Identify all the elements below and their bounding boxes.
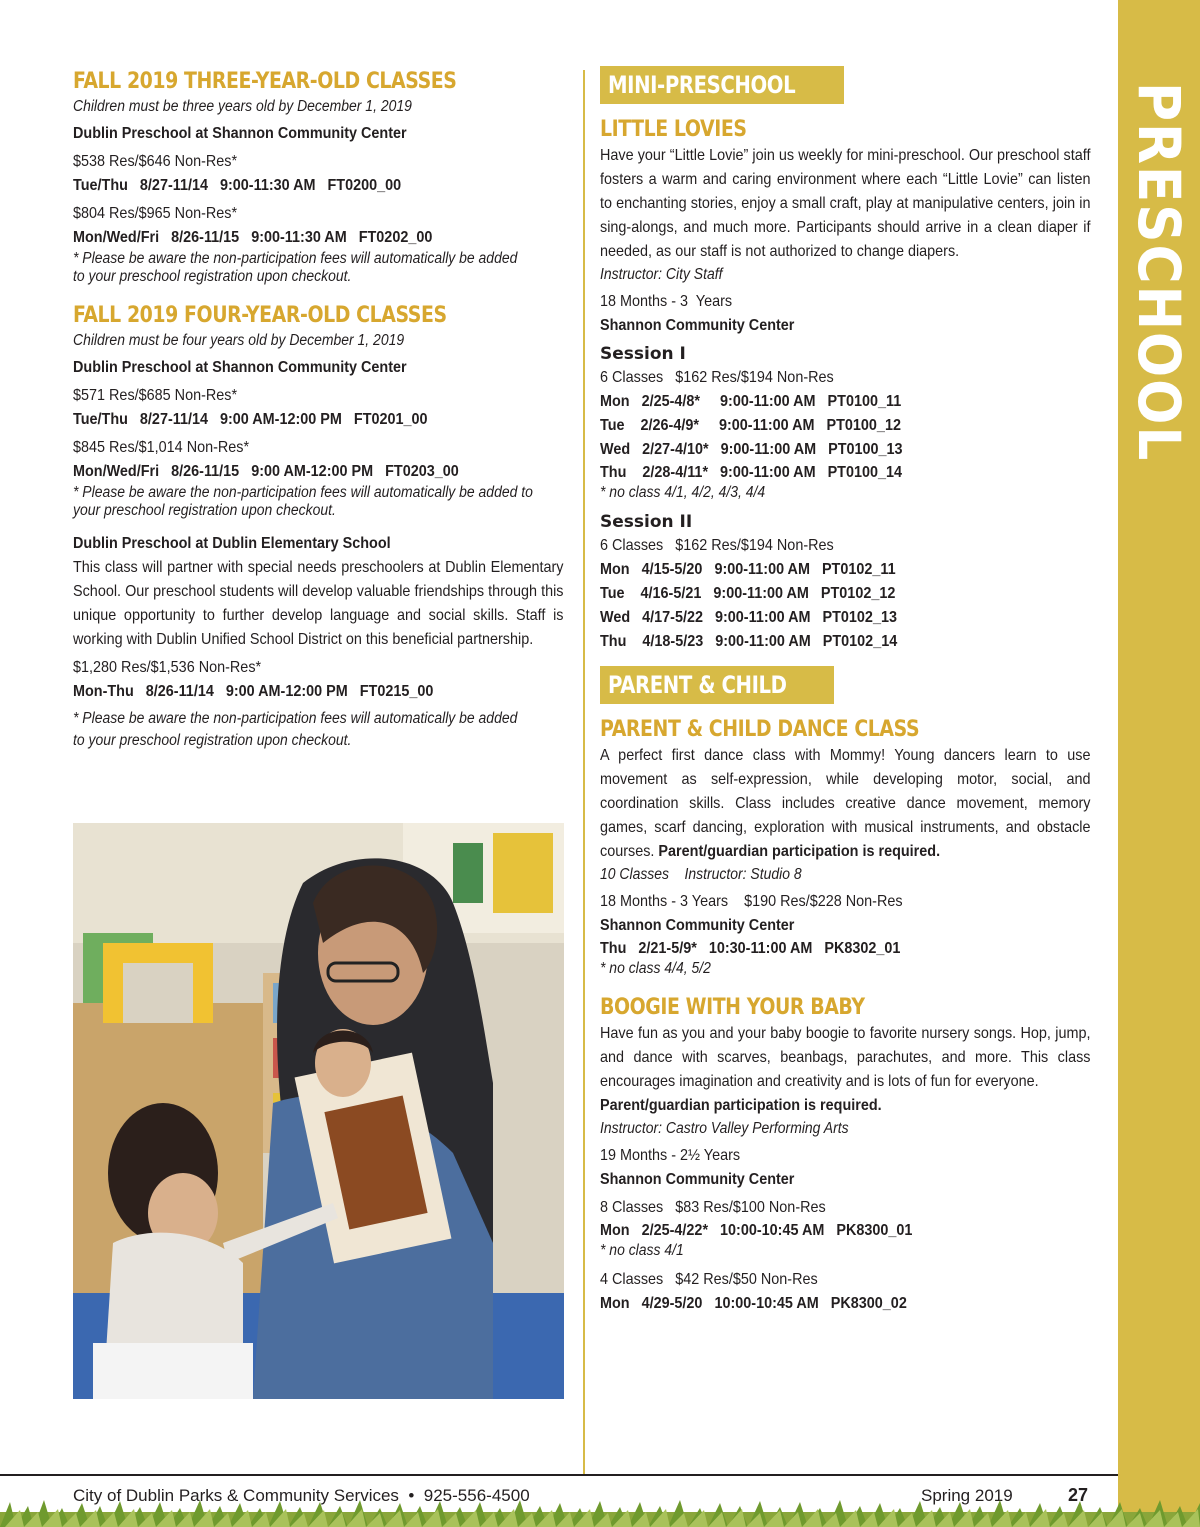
elementary-row: Mon-Thu 8/26-11/14 9:00 AM-12:00 PM FT0215_00 — [73, 683, 434, 700]
four-year-title: FALL 2019 FOUR-YEAR-OLD CLASSES — [73, 303, 447, 328]
classroom-photo — [73, 823, 564, 1399]
four-year-price-1: $571 Res/$685 Non-Res* — [73, 387, 238, 404]
dance-class-meta: 10 Classes Instructor: Studio 8 — [600, 866, 802, 883]
little-lovies-title: LITTLE LOVIES — [600, 117, 747, 142]
dance-class-location: Shannon Community Center — [600, 917, 795, 934]
elementary-note-1: * Please be aware the non-participation fees will automatically be added — [73, 710, 518, 727]
boogie-location: Shannon Community Center — [600, 1171, 795, 1188]
little-lovies-ages: 18 Months - 3 Years — [600, 293, 733, 310]
boogie-note: * no class 4/1 — [600, 1242, 684, 1259]
three-year-location: Dublin Preschool at Shannon Community Center — [73, 125, 407, 142]
footer-season: Spring 2019 — [921, 1486, 1013, 1505]
four-year-subtitle: Children must be four years old by December 1, 2019 — [73, 332, 405, 349]
session-2-row: Mon 4/15-5/20 9:00-11:00 AM PT0102_11 — [600, 561, 896, 578]
mini-preschool-banner: MINI-PRESCHOOL — [600, 66, 844, 104]
session-2-row: Thu 4/18-5/23 9:00-11:00 AM PT0102_14 — [600, 633, 898, 650]
dance-class-description: A perfect first dance class with Mommy! Young dancers learn to use movement as self-expression, while developing motor, social, and coordination skills. Class includes creative dance movement, memory games, scarf dancing, exploration with musical instruments, and obstacle courses. Parent/guardian participation is required. — [600, 747, 1091, 860]
boogie-instructor: Instructor: Castro Valley Performing Arts — [600, 1120, 849, 1137]
little-lovies-instructor: Instructor: City Staff — [600, 266, 723, 283]
elementary-description: This class will partner with special needs preschoolers at Dublin Elementary School. Our preschool students will develop valuable friendships through this unique opportunity to further develop language and social skills. Staff is working with Dublin Unified School District on this beneficial partnership. — [73, 559, 564, 648]
side-tab-label: PRESCHOOL — [1125, 82, 1193, 463]
four-year-row-1: Tue/Thu 8/27-11/14 9:00 AM-12:00 PM FT0201_00 — [73, 411, 428, 428]
elementary-price: $1,280 Res/$1,536 Non-Res* — [73, 659, 262, 676]
little-lovies-description: Have your “Little Lovie” join us weekly for mini-preschool. Our preschool staff fosters a warm and caring environment where each “Little Lovie” can listen to enchanting stories, enjoy a small craft, play at manipulative centers, join in sing-alongs, and much more. Participants should arrive in a clean diaper if needed, as our staff is not authorized to change diapers. — [600, 147, 1091, 260]
boogie-description: Have fun as you and your baby boogie to favorite nursery songs. Hop, jump, and dance with scarves, beanbags, parachutes, and more. This class encourages imagination and creativity and is lots of fun for everyone. Parent/guardian participation is required. — [600, 1025, 1091, 1114]
session-1-row: Tue 2/26-4/9* 9:00-11:00 AM PT0100_12 — [600, 417, 901, 434]
dance-class-note: * no class 4/4, 5/2 — [600, 960, 711, 977]
four-year-row-2: Mon/Wed/Fri 8/26-11/15 9:00 AM-12:00 PM FT0203_00 — [73, 463, 459, 480]
three-year-note-1: * Please be aware the non-participation fees will automatically be added — [73, 250, 518, 267]
session-1-note: * no class 4/1, 4/2, 4/3, 4/4 — [600, 484, 766, 501]
left-column — [73, 68, 565, 752]
footer-organization: City of Dublin Parks & Community Services • 925-556-4500 — [73, 1486, 530, 1505]
boogie-row-2: Mon 4/29-5/20 10:00-10:45 AM PK8300_02 — [600, 1295, 907, 1312]
session-1-row: Wed 2/27-4/10* 9:00-11:00 AM PT0100_13 — [600, 441, 903, 458]
three-year-row-1: Tue/Thu 8/27-11/14 9:00-11:30 AM FT0200_00 — [73, 177, 402, 194]
three-year-note-2: to your preschool registration upon checkout. — [73, 268, 352, 285]
boogie-title: BOOGIE WITH YOUR BABY — [600, 995, 865, 1020]
little-lovies-location: Shannon Community Center — [600, 317, 795, 334]
page-number: 27 — [1068, 1485, 1089, 1505]
elementary-location: Dublin Preschool at Dublin Elementary School — [73, 535, 391, 552]
four-year-note-1: * Please be aware the non-participation fees will automatically be added to — [73, 484, 533, 501]
column-divider — [583, 70, 585, 1475]
elementary-note-2: to your preschool registration upon checkout. — [73, 732, 352, 749]
three-year-subtitle: Children must be three years old by December 1, 2019 — [73, 98, 412, 115]
dance-class-ages: 18 Months - 3 Years $190 Res/$228 Non-Res — [600, 893, 903, 910]
four-year-location: Dublin Preschool at Shannon Community Center — [73, 359, 407, 376]
session-2-label: Session II — [600, 512, 693, 532]
parent-child-banner: PARENT & CHILD — [600, 666, 834, 704]
grass-border — [0, 1500, 1200, 1527]
boogie-ages: 19 Months - 2½ Years — [600, 1147, 741, 1164]
boogie-price-1: 8 Classes $83 Res/$100 Non-Res — [600, 1199, 826, 1216]
session-2-price: 6 Classes $162 Res/$194 Non-Res — [600, 537, 834, 554]
right-column — [600, 66, 1092, 1316]
four-year-note-2: your preschool registration upon checkout. — [73, 502, 336, 519]
footer-rule — [0, 1474, 1118, 1476]
boogie-price-2: 4 Classes $42 Res/$50 Non-Res — [600, 1271, 818, 1288]
session-1-price: 6 Classes $162 Res/$194 Non-Res — [600, 369, 834, 386]
session-2-row: Wed 4/17-5/22 9:00-11:00 AM PT0102_13 — [600, 609, 897, 626]
three-year-title: FALL 2019 THREE-YEAR-OLD CLASSES — [73, 69, 457, 94]
boogie-row-1: Mon 2/25-4/22* 10:00-10:45 AM PK8300_01 — [600, 1222, 913, 1239]
session-1-label: Session I — [600, 344, 686, 364]
four-year-price-2: $845 Res/$1,014 Non-Res* — [73, 439, 250, 456]
three-year-price-2: $804 Res/$965 Non-Res* — [73, 205, 238, 222]
three-year-row-2: Mon/Wed/Fri 8/26-11/15 9:00-11:30 AM FT0202_00 — [73, 229, 433, 246]
dance-class-title: PARENT & CHILD DANCE CLASS — [600, 717, 920, 742]
three-year-price-1: $538 Res/$646 Non-Res* — [73, 153, 238, 170]
dance-class-row: Thu 2/21-5/9* 10:30-11:00 AM PK8302_01 — [600, 940, 901, 957]
session-1-row: Mon 2/25-4/8* 9:00-11:00 AM PT0100_11 — [600, 393, 902, 410]
session-2-row: Tue 4/16-5/21 9:00-11:00 AM PT0102_12 — [600, 585, 896, 602]
session-1-row: Thu 2/28-4/11* 9:00-11:00 AM PT0100_14 — [600, 464, 903, 481]
